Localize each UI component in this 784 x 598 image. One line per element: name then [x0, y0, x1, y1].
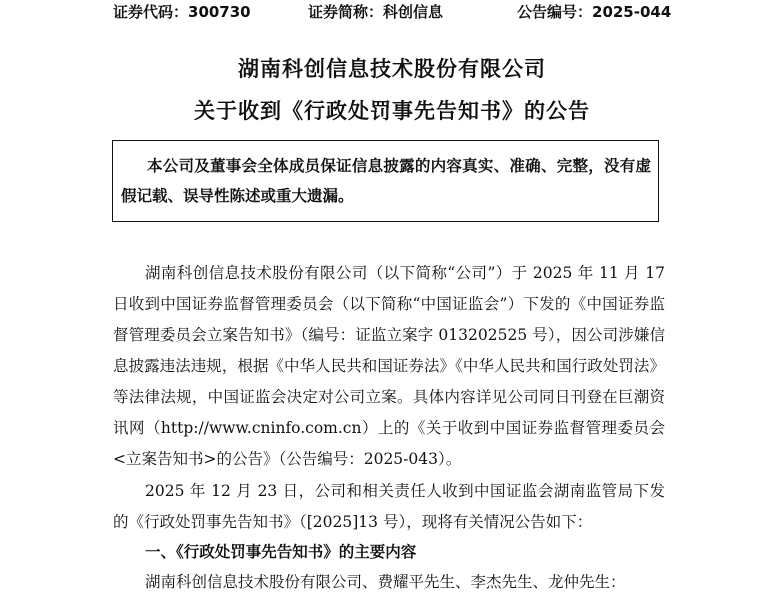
body-paragraph-1: 湖南科创信息技术股份有限公司（以下简称“公司”）于 2025 年 11 月 17 日收到中国证券监督管理委员会（以下简称“中国证监会”）下发的《中国证券监督管理委员会立案告知书》（编号：证监立案字 013202525 号），因公司涉嫌信息披露违法违规，根据《中华人民共和国证券法》《中华人民共和国行政处罚法》等法律法规，中国证监会决定对公司立案。具体内容详见公司同日刊登在巨潮资讯网（http://www.cninfo.com.cn）上的《关于收到中国证券监督管理委员会<立案告知书>的公告》（公告编号：2025-043）。 [113, 264, 665, 468]
body-paragraph-3: 湖南科创信息技术股份有限公司、费耀平先生、李杰先生、龙仲先生： [145, 573, 626, 591]
document-header [113, 1, 673, 23]
section-heading-1: 一、《行政处罚事先告知书》的主要内容 [145, 543, 417, 561]
company-title: 湖南科创信息技术股份有限公司 [238, 57, 546, 81]
disclosure-notice-text: 本公司及董事会全体成员保证信息披露的内容真实、准确、完整，没有虚假记载、误导性陈述或重大遗漏。 [121, 157, 651, 205]
announcement-title: 关于收到《行政处罚事先告知书》的公告 [194, 99, 590, 123]
disclosure-notice-box [112, 140, 659, 222]
stock-code: 证券代码：300730 [113, 3, 251, 21]
stock-short-name: 证券简称：科创信息 [308, 3, 444, 21]
announcement-number: 公告编号：2025-044 [517, 3, 672, 21]
body-paragraph-2: 2025 年 12 月 23 日，公司和相关责任人收到中国证监会湖南监管局下发的《行政处罚事先告知书》（[2025]13 号），现将有关情况公告如下： [113, 482, 665, 531]
